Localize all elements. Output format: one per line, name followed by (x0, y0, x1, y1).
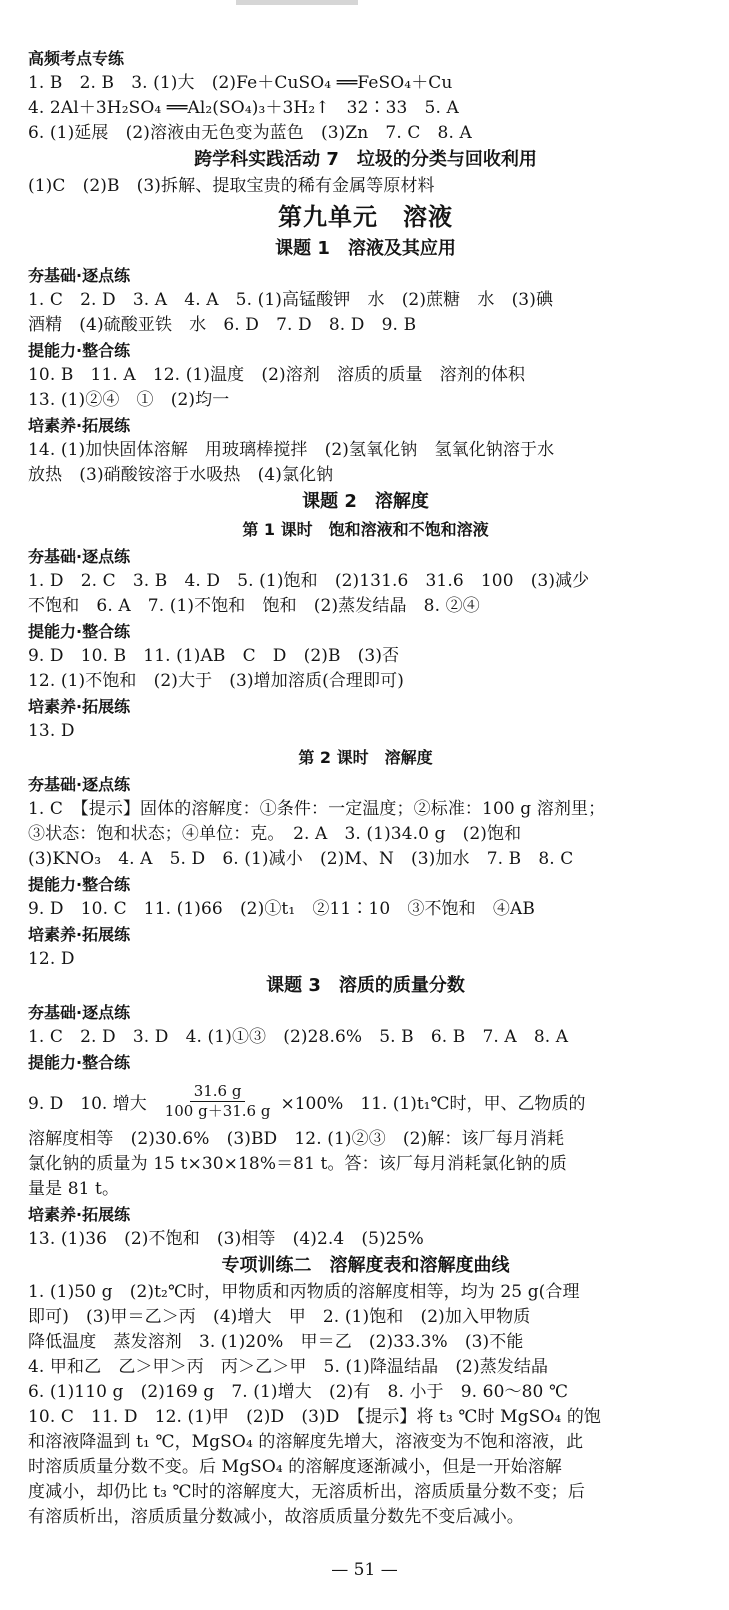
section-label: 提能力·整合练 (28, 622, 131, 641)
section-label: 夯基础·逐点练 (28, 547, 131, 566)
answer-line: 10. C 11. D 12. (1)甲 (2)D (3)D 【提示】将 t₃ ℃时 MgSO₄ 的饱 (28, 1407, 602, 1427)
period-title: 第 1 课时 饱和溶液和不饱和溶液 (242, 520, 489, 539)
section-label: 培素养·拓展练 (28, 1205, 131, 1224)
answer-line: 14. (1)加快固体溶解 用玻璃棒搅拌 (2)氢氧化钠 氢氧化钠溶于水 (28, 440, 555, 460)
fraction (161, 1082, 275, 1121)
top-edge-mark (236, 0, 358, 5)
answer-line: 放热 (3)硝酸铵溶于水吸热 (4)氯化钠 (28, 465, 334, 485)
answer-line: 1. C 2. D 3. D 4. (1)①③ (2)28.6% 5. B 6. B 7. A 8. A (28, 1027, 569, 1047)
answer-line: 时溶质质量分数不变。后 MgSO₄ 的溶解度逐渐减小，但是一开始溶解 (28, 1457, 562, 1477)
page-number: — 51 — (331, 1560, 398, 1580)
answer-line: 和溶液降温到 t₁ ℃，MgSO₄ 的溶解度先增大，溶液变为不饱和溶液，此 (28, 1432, 584, 1452)
answer-line: 1. C 【提示】固体的溶解度：①条件：一定温度；②标准：100 g 溶剂里； (28, 799, 606, 819)
answer-line: (3)KNO₃ 4. A 5. D 6. (1)减小 (2)M、N (3)加水 7. B 8. C (28, 849, 574, 869)
answer-line: 13. (1)②④ ① (2)均一 (28, 390, 230, 410)
answer-line: 1. C 2. D 3. A 4. A 5. (1)高锰酸钾 水 (2)蔗糖 水 (3)碘 (28, 290, 554, 310)
section-label: 培素养·拓展练 (28, 697, 131, 716)
answer-line: 4. 2Al＋3H₂SO₄ ══Al₂(SO₄)₃＋3H₂↑ 32∶33 5. A (28, 98, 459, 118)
answer-line: 量是 81 t。 (28, 1179, 120, 1199)
answer-line: 溶解度相等 (2)30.6% (3)BD 12. (1)②③ (2)解：该厂每月消耗 (28, 1129, 565, 1149)
fraction-numerator: 31.6 g (190, 1082, 246, 1102)
answer-line: 13. D (28, 721, 75, 741)
fraction-line-suffix: ×100% 11. (1)t₁℃时，甲、乙物质的 (280, 1093, 586, 1114)
section-label: 培素养·拓展练 (28, 925, 131, 944)
section-label: 夯基础·逐点练 (28, 266, 131, 285)
answer-content (28, 46, 703, 1530)
unit-title: 第九单元 溶液 (278, 203, 453, 231)
answer-line: 13. (1)36 (2)不饱和 (3)相等 (4)2.4 (5)25% (28, 1229, 424, 1249)
section-label: 提能力·整合练 (28, 1053, 131, 1072)
answer-line: ③状态：饱和状态；④单位：克。 2. A 3. (1)34.0 g (2)饱和 (28, 824, 522, 844)
section-label: 提能力·整合练 (28, 875, 131, 894)
answer-line: 6. (1)110 g (2)169 g 7. (1)增大 (2)有 8. 小于 9. 60～80 ℃ (28, 1382, 569, 1402)
answer-line: 降低温度 蒸发溶剂 3. (1)20% 甲＝乙 (2)33.3% (3)不能 (28, 1332, 524, 1352)
answer-line: 4. 甲和乙 乙＞甲＞丙 丙＞乙＞甲 5. (1)降温结晶 (2)蒸发结晶 (28, 1357, 549, 1377)
answer-line: 9. D 10. B 11. (1)AB C D (2)B (3)否 (28, 646, 400, 666)
answer-line: 1. B 2. B 3. (1)大 (2)Fe＋CuSO₄ ══FeSO₄＋Cu (28, 73, 453, 93)
lesson-title: 专项训练二 溶解度表和溶解度曲线 (221, 1255, 510, 1276)
lesson-title: 课题 2 溶解度 (302, 491, 429, 512)
section-label: 夯基础·逐点练 (28, 1003, 131, 1022)
answer-line: 氯化钠的质量为 15 t×30×18%＝81 t。答：该厂每月消耗氯化钠的质 (28, 1154, 567, 1174)
answer-line: 1. D 2. C 3. B 4. D 5. (1)饱和 (2)131.6 31.6 100 (3)减少 (28, 571, 590, 591)
section-label: 夯基础·逐点练 (28, 775, 131, 794)
lesson-title: 课题 1 溶液及其应用 (275, 238, 456, 259)
section-label: 提能力·整合练 (28, 341, 131, 360)
answer-line-fraction (28, 1075, 703, 1127)
answer-line: 9. D 10. C 11. (1)66 (2)①t₁ ②11∶10 ③不饱和 ④AB (28, 899, 535, 919)
period-title: 第 2 课时 溶解度 (298, 748, 433, 767)
answer-line: 10. B 11. A 12. (1)温度 (2)溶剂 溶质的质量 溶剂的体积 (28, 365, 526, 385)
fraction-line-prefix: 9. D 10. 增大 (28, 1093, 147, 1114)
answer-line: 酒精 (4)硫酸亚铁 水 6. D 7. D 8. D 9. B (28, 315, 417, 335)
answer-line: (1)C (2)B (3)拆解、提取宝贵的稀有金属等原材料 (28, 176, 435, 196)
answer-line: 12. D (28, 949, 75, 969)
lesson-title: 课题 3 溶质的质量分数 (266, 975, 465, 996)
answer-line: 有溶质析出，溶质质量分数减小，故溶质质量分数先不变后减小。 (28, 1507, 524, 1527)
answer-line: 不饱和 6. A 7. (1)不饱和 饱和 (2)蒸发结晶 8. ②④ (28, 596, 480, 616)
section-label: 培素养·拓展练 (28, 416, 131, 435)
lesson-title: 跨学科实践活动 7 垃圾的分类与回收利用 (194, 149, 537, 170)
section-label: 高频考点专练 (28, 49, 125, 68)
answer-line: 度减小，却仍比 t₃ ℃时的溶解度大，无溶质析出，溶质质量分数不变；后 (28, 1482, 585, 1502)
answer-line: 12. (1)不饱和 (2)大于 (3)增加溶质(合理即可) (28, 671, 404, 691)
fraction-denominator: 100 g＋31.6 g (164, 1101, 271, 1120)
answer-line: 6. (1)延展 (2)溶液由无色变为蓝色 (3)Zn 7. C 8. A (28, 123, 472, 143)
answer-line: 1. (1)50 g (2)t₂℃时，甲物质和丙物质的溶解度相等，均为 25 g(合理 (28, 1282, 580, 1302)
answer-line: 即可) (3)甲＝乙＞丙 (4)增大 甲 2. (1)饱和 (2)加入甲物质 (28, 1307, 531, 1327)
